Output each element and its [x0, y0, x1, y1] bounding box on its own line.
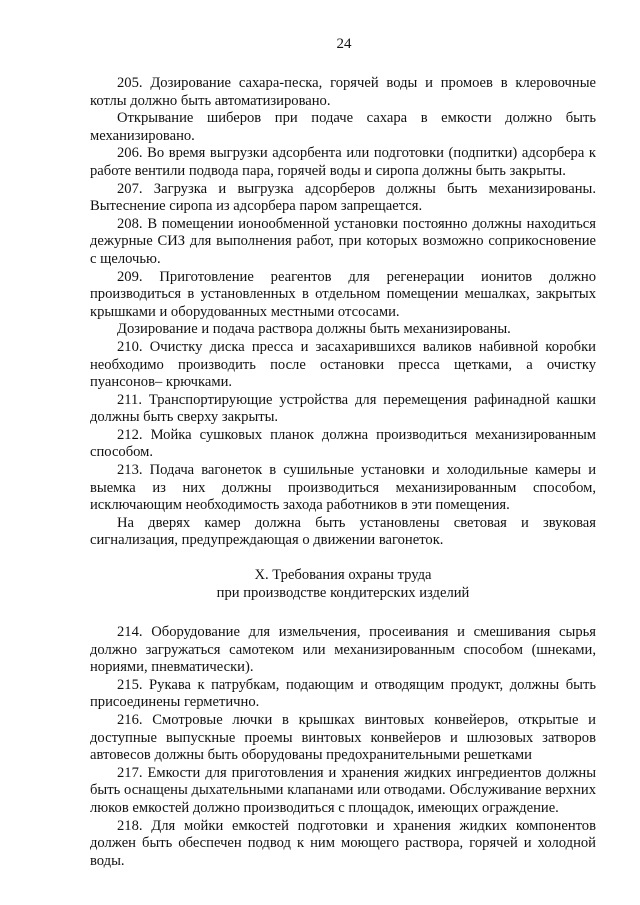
paragraph: 211. Транспортирующие устройства для перемещения рафинадной кашки должны быть сверху закрыты. [90, 391, 596, 426]
section-heading [90, 566, 596, 602]
paragraph: 207. Загрузка и выгрузка адсорберов должны быть механизированы. Вытеснение сиропа из адсорбера паром запрещается. [90, 180, 596, 215]
document-body [90, 75, 596, 870]
section-heading-line-2: при производстве кондитерских изделий [216, 585, 470, 602]
page-number: 24 [336, 36, 352, 52]
paragraph: Открывание шиберов при подаче сахара в емкости должно быть механизировано. [90, 110, 596, 144]
section-heading-line-1: X. Требования охраны труда [254, 567, 432, 584]
paragraph: 217. Емкости для приготовления и хранения жидких ингредиентов должны быть оснащены дыхательными клапанами или отводами. Обслуживание верхних люков емкостей должно производиться с площадок, имеющих ограждение. [90, 764, 596, 816]
paragraph: 212. Мойка сушковых планок должна производиться механизированным способом. [90, 426, 596, 461]
paragraph: 208. В помещении ионообменной установки постоянно должны находиться дежурные СИЗ для выполнения работ, при которых возможно соприкосновение с щелочью. [90, 215, 596, 267]
paragraph: 216. Смотровые лючки в крышках винтовых конвейеров, открытые и доступные выпускные проемы винтовых конвейеров и шлюзовых затворов автовесов должны быть оборудованы предохранительными решетками [90, 712, 596, 764]
paragraph: 214. Оборудование для измельчения, просеивания и смешивания сырья должно загружаться самотеком или механизированным способом (шнеками, нориями, пневматически). [90, 624, 596, 676]
paragraph: Дозирование и подача раствора должны быть механизированы. [117, 321, 511, 338]
paragraph: 206. Во время выгрузки адсорбента или подготовки (подпитки) адсорбера к работе вентили подвода пара, горячей воды и сиропа должны быть закрыты. [90, 145, 596, 179]
paragraph: 213. Подача вагонеток в сушильные установки и холодильные камеры и выемка из них должны производиться механизированным способом, исключающим необходимость захода работников в эти помещения. [90, 462, 596, 514]
paragraph: 210. Очистку диска пресса и засахарившихся валиков набивной коробки необходимо производить после остановки пресса щетками, а очистку пуансонов– крючками. [90, 338, 596, 391]
paragraph: 205. Дозирование сахара-песка, горячей воды и промоев в клеровочные котлы должно быть автоматизировано. [90, 75, 596, 109]
paragraph: 209. Приготовление реагентов для регенерации ионитов должно производиться в установленных в отдельном помещении мешалках, закрытых крышками и оборудованных местными отсосами. [90, 268, 596, 320]
paragraph: 215. Рукава к патрубкам, подающим и отводящим продукт, должны быть присоединены герметично. [90, 676, 596, 711]
paragraph: На дверях камер должна быть установлены световая и звуковая сигнализация, предупреждающая о движении вагонеток. [90, 514, 596, 549]
paragraph: 218. Для мойки емкостей подготовки и хранения жидких компонентов должен быть обеспечен подвод к ним моющего раствора, горячей и холодной воды. [90, 817, 596, 869]
